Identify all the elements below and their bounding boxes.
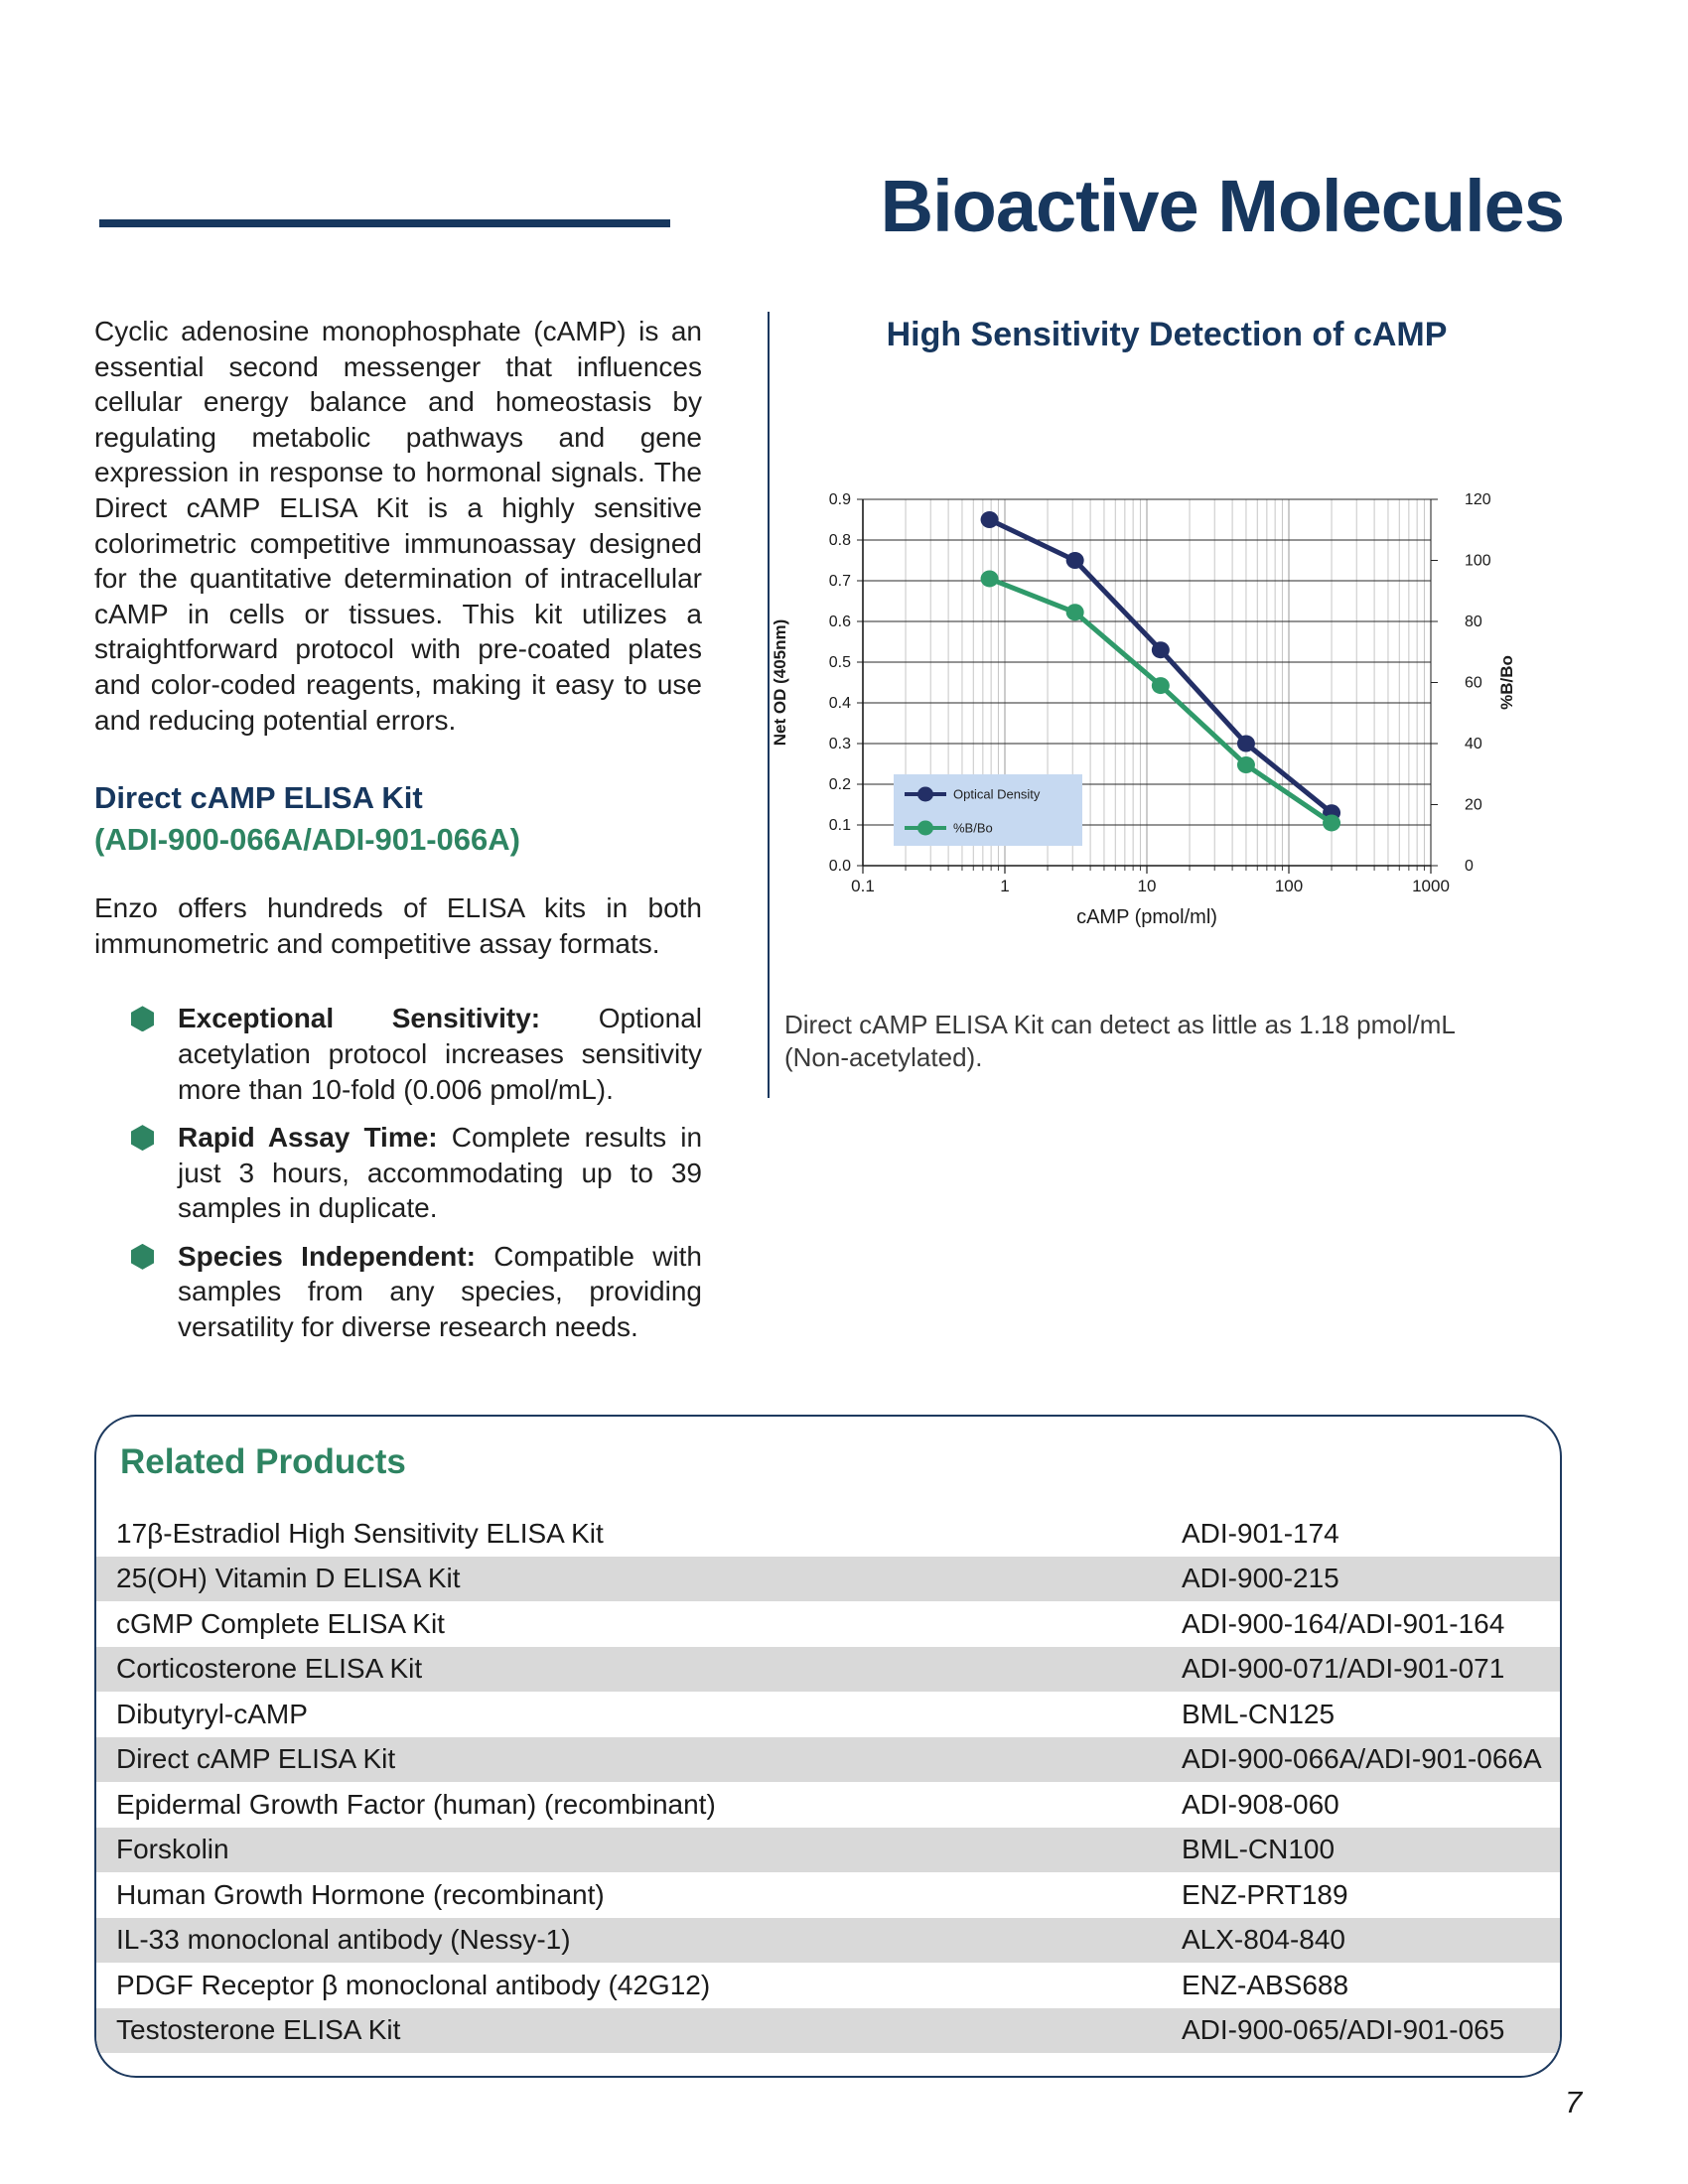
bullet-lead: Exceptional Sensitivity: bbox=[178, 1003, 541, 1034]
svg-text:1: 1 bbox=[1000, 877, 1010, 895]
feature-bullet bbox=[94, 1120, 702, 1226]
assay-formats-paragraph: Enzo offers hundreds of ELISA kits in both immunometric and competitive assay formats. bbox=[94, 892, 702, 959]
svg-text:0.6: 0.6 bbox=[828, 614, 851, 630]
feature-bullet-list bbox=[94, 1001, 702, 1344]
product-name: Epidermal Growth Factor (human) (recombinant) bbox=[116, 1788, 716, 1820]
svg-text:100: 100 bbox=[1274, 877, 1304, 895]
svg-text:10: 10 bbox=[1137, 877, 1157, 895]
related-products-table bbox=[96, 1511, 1560, 2053]
product-code: ENZ-PRT189 bbox=[1182, 1878, 1348, 1910]
svg-text:60: 60 bbox=[1465, 674, 1482, 692]
table-row bbox=[96, 2008, 1560, 2054]
related-products-panel bbox=[94, 1415, 1562, 2078]
page-number: 7 bbox=[1565, 2085, 1583, 2119]
svg-text:20: 20 bbox=[1465, 796, 1482, 814]
bullet-text: Compatible with samples from any species, providing versatility for diverse research needs. bbox=[178, 1240, 703, 1343]
svg-text:0.3: 0.3 bbox=[828, 736, 851, 752]
svg-text:1000: 1000 bbox=[1412, 877, 1450, 895]
svg-text:Optical Density: Optical Density bbox=[953, 786, 1041, 802]
product-code: ADI-908-060 bbox=[1182, 1788, 1339, 1820]
svg-text:0.5: 0.5 bbox=[828, 654, 851, 671]
svg-text:%B/Bo: %B/Bo bbox=[1497, 655, 1516, 710]
svg-text:40: 40 bbox=[1465, 736, 1482, 752]
table-row bbox=[96, 1782, 1560, 1828]
product-name: Dibutyryl-cAMP bbox=[116, 1698, 308, 1729]
product-code: ADI-900-164/ADI-901-164 bbox=[1182, 1607, 1505, 1639]
svg-text:0.4: 0.4 bbox=[828, 695, 851, 712]
product-name: Human Growth Hormone (recombinant) bbox=[116, 1878, 605, 1910]
svg-text:0.0: 0.0 bbox=[828, 858, 851, 875]
svg-text:80: 80 bbox=[1465, 614, 1482, 630]
table-row bbox=[96, 1872, 1560, 1918]
hexagon-bullet-icon bbox=[131, 1244, 154, 1270]
header-rule bbox=[99, 219, 670, 227]
product-code: BML-CN100 bbox=[1182, 1834, 1336, 1865]
bullet-text: Optional acetylation protocol increases sensitivity more than 10-fold (0.006 pmol/mL). bbox=[178, 1003, 702, 1105]
svg-text:%B/Bo: %B/Bo bbox=[953, 820, 993, 836]
svg-text:0.7: 0.7 bbox=[828, 573, 851, 590]
table-row bbox=[96, 1963, 1560, 2008]
svg-text:0.9: 0.9 bbox=[828, 491, 851, 508]
product-name: Forskolin bbox=[116, 1834, 229, 1865]
product-code: ADI-900-215 bbox=[1182, 1563, 1339, 1594]
product-name: Corticosterone ELISA Kit bbox=[116, 1653, 423, 1685]
intro-paragraph: Cyclic adenosine monophosphate (cAMP) is an essential second messenger that influences cellular energy balance and homeostasis by regulating metabolic pathways and gene expression in response to hormonal signals. The Direct cAMP ELISA Kit is a highly sensitive colorimetric competitive immunoassay designed for the quantitative determination of intracellular cAMP in cells or tissues. This kit utilizes a straightforward protocol with pre-coated plates and color-coded reagents, making it easy to use and reducing potential errors. bbox=[94, 316, 702, 736]
product-name: Testosterone ELISA Kit bbox=[116, 2014, 401, 2046]
svg-text:120: 120 bbox=[1465, 491, 1491, 508]
product-code: ALX-804-840 bbox=[1182, 1924, 1346, 1956]
product-name: 17β-Estradiol High Sensitivity ELISA Kit bbox=[116, 1517, 604, 1549]
bullet-text: Complete results in just 3 hours, accommodating up to 39 samples in duplicate. bbox=[178, 1122, 703, 1224]
table-row bbox=[96, 1737, 1560, 1783]
svg-text:100: 100 bbox=[1465, 552, 1491, 570]
hexagon-bullet-icon bbox=[131, 1125, 154, 1151]
product-code: ADI-900-071/ADI-901-071 bbox=[1182, 1653, 1505, 1685]
product-code: ADI-901-174 bbox=[1182, 1517, 1339, 1549]
feature-bullet bbox=[94, 1001, 702, 1107]
product-code: BML-CN125 bbox=[1182, 1698, 1336, 1729]
svg-text:0.1: 0.1 bbox=[828, 817, 851, 834]
table-row bbox=[96, 1692, 1560, 1737]
product-code: ADI-900-066A/ADI-901-066A bbox=[1182, 1743, 1542, 1775]
product-code-heading: (ADI-900-066A/ADI-901-066A) bbox=[94, 822, 520, 858]
svg-text:0.1: 0.1 bbox=[851, 877, 875, 895]
product-name: 25(OH) Vitamin D ELISA Kit bbox=[116, 1563, 461, 1594]
bullet-lead: Rapid Assay Time: bbox=[178, 1122, 438, 1154]
table-row bbox=[96, 1557, 1560, 1602]
page-title: Bioactive Molecules bbox=[880, 165, 1564, 247]
product-code: ENZ-ABS688 bbox=[1182, 1969, 1349, 2000]
product-name: IL-33 monoclonal antibody (Nessy-1) bbox=[116, 1924, 571, 1956]
table-row bbox=[96, 1511, 1560, 1557]
table-row bbox=[96, 1918, 1560, 1964]
product-heading: Direct cAMP ELISA Kit bbox=[94, 780, 423, 816]
table-row bbox=[96, 1601, 1560, 1647]
svg-text:0: 0 bbox=[1465, 858, 1474, 875]
product-name: PDGF Receptor β monoclonal antibody (42G12) bbox=[116, 1969, 711, 2000]
svg-text:0.8: 0.8 bbox=[828, 532, 851, 549]
product-name: Direct cAMP ELISA Kit bbox=[116, 1743, 396, 1775]
chart-caption: Direct cAMP ELISA Kit can detect as little as 1.18 pmol/mL (Non-acetylated). bbox=[784, 1010, 1455, 1072]
svg-text:cAMP (pmol/ml): cAMP (pmol/ml) bbox=[1076, 906, 1217, 928]
svg-text:0.2: 0.2 bbox=[828, 776, 851, 793]
table-row bbox=[96, 1647, 1560, 1693]
bullet-lead: Species Independent: bbox=[178, 1240, 476, 1272]
left-column bbox=[94, 314, 702, 1358]
feature-bullet bbox=[94, 1239, 702, 1345]
product-name: cGMP Complete ELISA Kit bbox=[116, 1607, 445, 1639]
hexagon-bullet-icon bbox=[131, 1006, 154, 1031]
chart-heading: High Sensitivity Detection of cAMP bbox=[886, 316, 1448, 353]
table-row bbox=[96, 1828, 1560, 1873]
related-products-heading: Related Products bbox=[120, 1442, 406, 1481]
product-code: ADI-900-065/ADI-901-065 bbox=[1182, 2014, 1505, 2046]
svg-text:Net OD (405nm): Net OD (405nm) bbox=[771, 618, 789, 747]
camp-standard-curve-chart bbox=[770, 467, 1564, 953]
